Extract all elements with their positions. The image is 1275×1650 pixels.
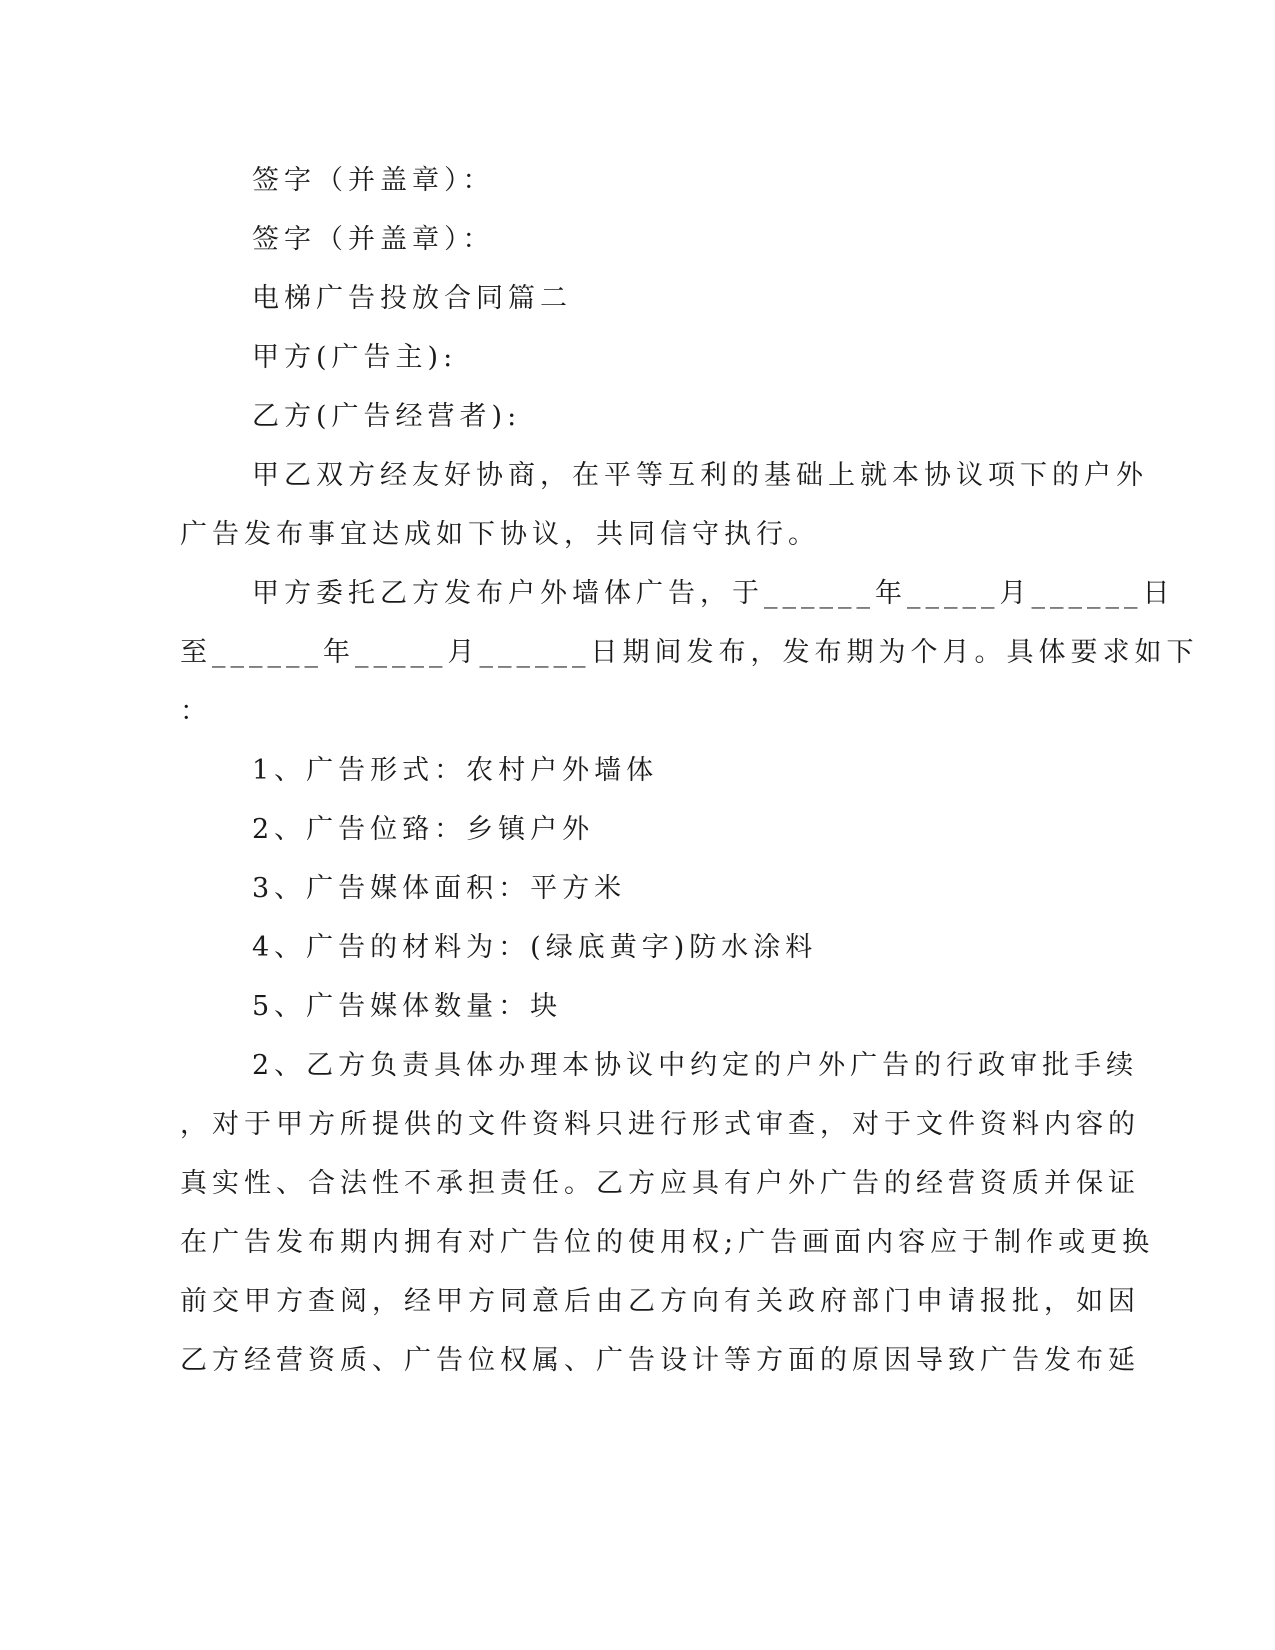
paragraph-line: 广告发布事宜达成如下协议，共同信守执行。 [180, 519, 820, 550]
paragraph-line: ： [180, 696, 212, 727]
list-item: 4、广告的材料为：(绿底黄字)防水涂料 [252, 932, 818, 963]
paragraph-line: 甲方委托乙方发布户外墙体广告，于______年_____月______日 [252, 578, 1175, 609]
list-item: 5、广告媒体数量：块 [252, 991, 563, 1022]
paragraph-line: 真实性、合法性不承担责任。乙方应具有户外广告的经营资质并保证 [180, 1168, 1140, 1199]
party-b-label: 乙方(广告经营者): [252, 401, 522, 432]
paragraph-line: 甲乙双方经友好协商，在平等互利的基础上就本协议项下的户外 [252, 460, 1148, 491]
paragraph-line: 2、乙方负责具体办理本协议中约定的户外广告的行政审批手续 [252, 1050, 1139, 1081]
list-item: 3、广告媒体面积：平方米 [252, 873, 627, 904]
party-b-signature-line: 签字（并盖章）： [252, 224, 495, 255]
paragraph-line: 在广告发布期内拥有对广告位的使用权;广告画面内容应于制作或更换 [180, 1227, 1155, 1258]
party-a-signature-line: 签字（并盖章）： [252, 165, 495, 196]
paragraph-line: 前交甲方查阅，经甲方同意后由乙方向有关政府部门申请报批，如因 [180, 1286, 1140, 1317]
paragraph-line: 乙方经营资质、广告位权属、广告设计等方面的原因导致广告发布延 [180, 1345, 1140, 1376]
party-a-label: 甲方(广告主): [252, 342, 458, 373]
contract-section-title: 电梯广告投放合同篇二 [252, 283, 572, 314]
paragraph-line: 至______年_____月______日期间发布，发布期为个月。具体要求如下 [180, 637, 1199, 668]
list-item: 2、广告位臵：乡镇户外 [252, 814, 595, 845]
list-item: 1、广告形式：农村户外墙体 [252, 755, 659, 786]
paragraph-line: ，对于甲方所提供的文件资料只进行形式审查，对于文件资料内容的 [180, 1109, 1140, 1140]
